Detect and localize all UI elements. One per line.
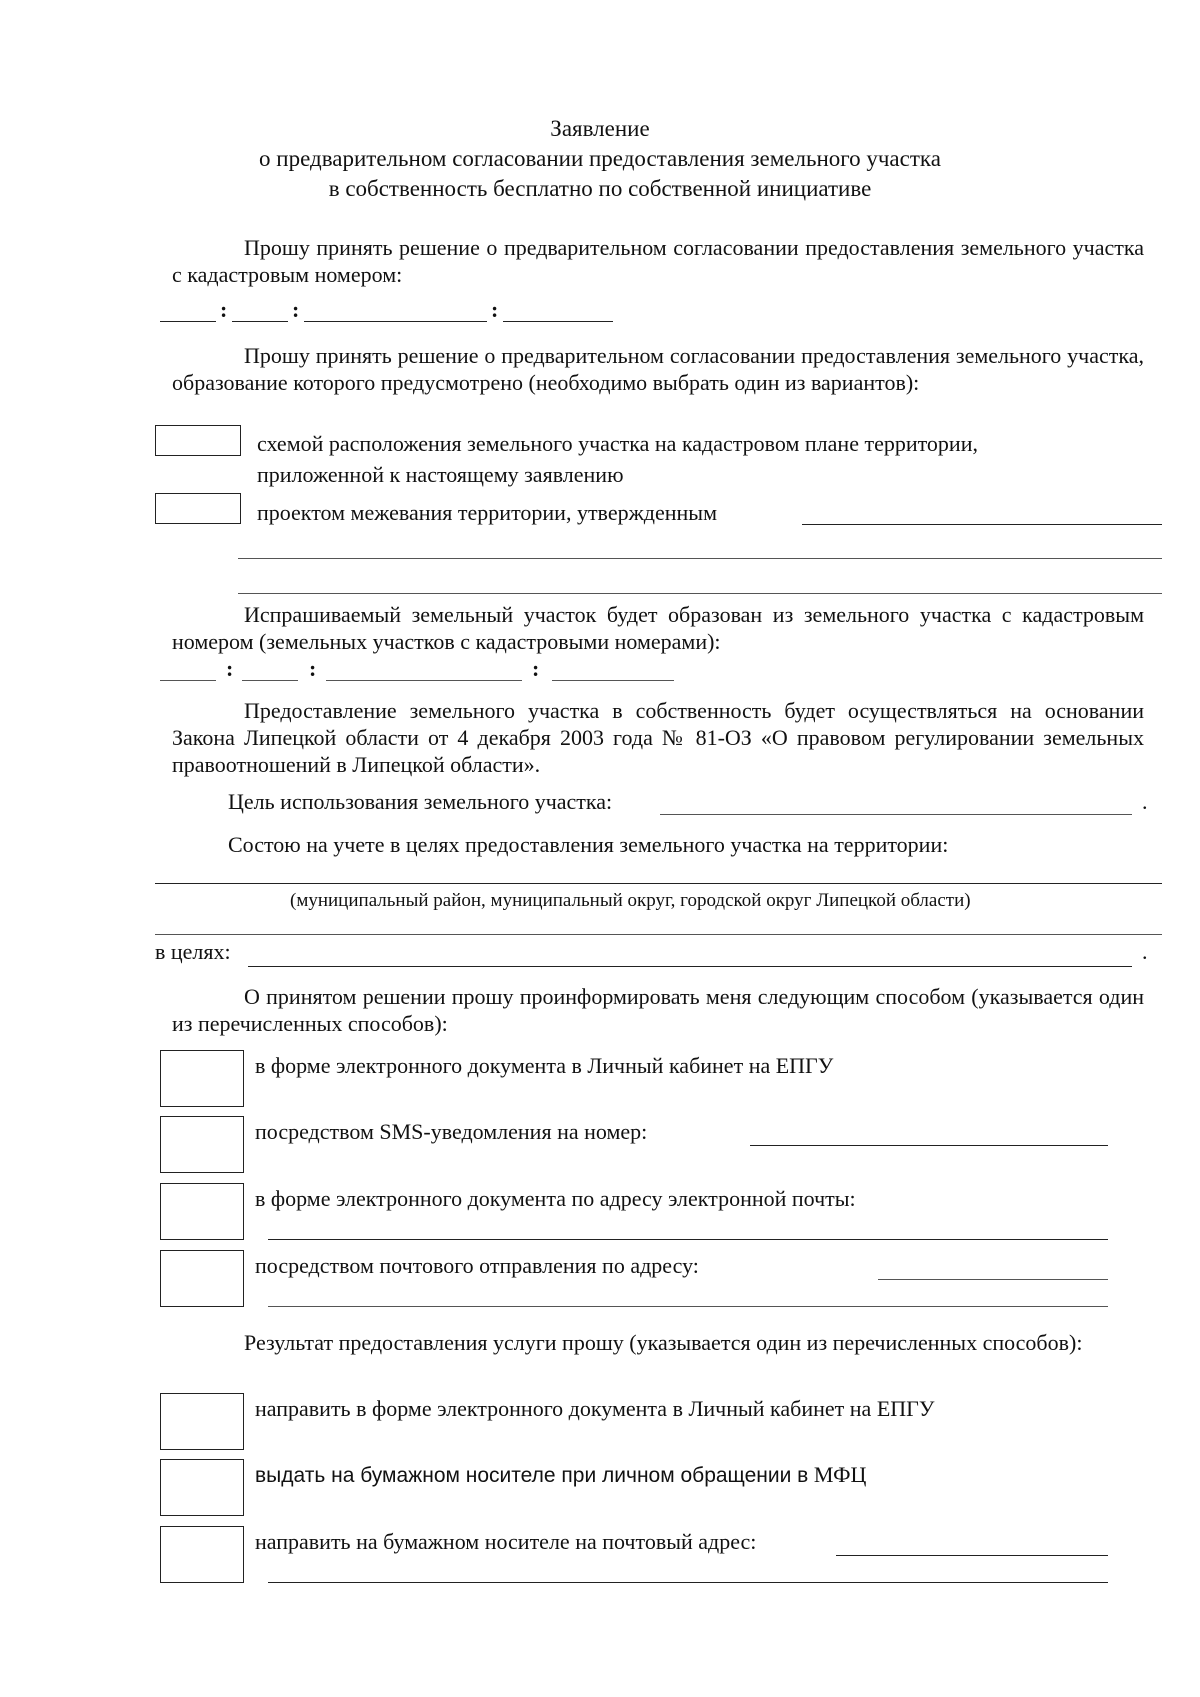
sms-phone-field[interactable] xyxy=(750,1145,1108,1146)
result-paragraph: Результат предоставления услуги прошу (указывается один из перечисленных способов): xyxy=(244,1330,1083,1355)
purpose-label: Цель использования земельного участка: xyxy=(228,789,613,814)
source-cadastral-part-2[interactable] xyxy=(242,680,298,681)
cadastral-part-3[interactable] xyxy=(304,321,487,322)
goal-period: . xyxy=(1142,939,1148,964)
result-epgu-label: направить в форме электронного документа в Личный кабинет на ЕПГУ xyxy=(255,1396,935,1421)
document-subtitle-line2: в собственность бесплатно по собственной инициативе xyxy=(328,176,872,201)
scheme-option-label-line1: схемой расположения земельного участка на кадастровом плане территории, xyxy=(257,431,978,456)
formation-request-paragraph: Прошу принять решение о предварительном согласовании предоставления земельного участка, образование которого предусмотрено (необходимо выбрать один из вариантов): xyxy=(172,343,1144,395)
scheme-option-label-line2: приложенной к настоящему заявлению xyxy=(257,462,624,487)
mfc-abbrev: МФЦ xyxy=(813,1462,867,1487)
project-details-line-1[interactable] xyxy=(238,558,1162,559)
document-title: Заявление xyxy=(550,116,650,141)
project-approval-field[interactable] xyxy=(802,524,1162,525)
result-post-label: направить на бумажном носителе на почтовый адрес: xyxy=(255,1529,757,1554)
separator: : xyxy=(226,656,234,681)
separator: : xyxy=(532,656,540,681)
notify-sms-label: посредством SMS-уведомления на номер: xyxy=(255,1119,648,1144)
separator: : xyxy=(220,297,228,322)
notify-email-label: в форме электронного документа по адресу электронной почты: xyxy=(255,1186,856,1211)
purpose-period: . xyxy=(1142,789,1148,814)
notify-post-label: посредством почтового отправления по адресу: xyxy=(255,1253,699,1278)
scheme-option-checkbox[interactable] xyxy=(155,425,241,456)
post-address-field[interactable] xyxy=(878,1279,1108,1280)
purpose-field[interactable] xyxy=(660,814,1132,815)
email-address-field[interactable] xyxy=(268,1239,1108,1240)
result-epgu-checkbox[interactable] xyxy=(160,1393,244,1450)
territory-field-extra[interactable] xyxy=(155,934,1162,935)
notify-epgu-label: в форме электронного документа в Личный кабинет на ЕПГУ xyxy=(255,1053,834,1078)
goal-label: в целях: xyxy=(155,939,231,964)
result-post-address-field-line2[interactable] xyxy=(268,1582,1108,1583)
legal-basis-paragraph: Предоставление земельного участка в собственность будет осуществляться на основании Закона Липецкой области от 4 декабря 2003 года № 81-ОЗ «О правовом регулировании земельных правоотношений в Липецкой области». xyxy=(172,698,1144,777)
territory-caption: (муниципальный район, муниципальный округ, городской округ Липецкой области) xyxy=(290,890,971,911)
result-post-checkbox[interactable] xyxy=(160,1526,244,1583)
post-address-field-line2[interactable] xyxy=(268,1306,1108,1307)
result-mfc-checkbox[interactable] xyxy=(160,1459,244,1516)
project-option-label: проектом межевания территории, утвержденным xyxy=(257,500,717,525)
document-subtitle-line1: о предварительном согласовании предоставления земельного участка xyxy=(259,146,941,171)
goal-field[interactable] xyxy=(248,966,1132,967)
result-mfc-label: выдать на бумажном носителе при личном обращении в МФЦ xyxy=(255,1462,867,1487)
cadastral-part-4[interactable] xyxy=(503,321,613,322)
notify-sms-checkbox[interactable] xyxy=(160,1116,244,1173)
separator: : xyxy=(309,656,317,681)
cadastral-part-1[interactable] xyxy=(160,321,216,322)
source-cadastral-part-3[interactable] xyxy=(326,680,522,681)
source-cadastral-part-1[interactable] xyxy=(160,680,216,681)
territory-field[interactable] xyxy=(155,883,1162,884)
notify-epgu-checkbox[interactable] xyxy=(160,1050,244,1107)
registration-label: Состою на учете в целях предоставления земельного участка на территории: xyxy=(228,832,949,857)
notify-email-checkbox[interactable] xyxy=(160,1183,244,1240)
cadastral-request-paragraph: Прошу принять решение о предварительном согласовании предоставления земельного участка с кадастровым номером: xyxy=(172,235,1144,287)
separator: : xyxy=(491,297,499,322)
project-option-checkbox[interactable] xyxy=(155,493,241,524)
source-cadastral-part-4[interactable] xyxy=(552,680,674,681)
notify-post-checkbox[interactable] xyxy=(160,1250,244,1307)
cadastral-part-2[interactable] xyxy=(232,321,288,322)
project-details-line-2[interactable] xyxy=(238,593,1162,594)
source-parcel-paragraph: Испрашиваемый земельный участок будет образован из земельного участка с кадастровым номером (земельных участков с кадастровыми номерами): xyxy=(172,602,1144,654)
notify-paragraph: О принятом решении прошу проинформировать меня следующим способом (указывается один из перечисленных способов): xyxy=(172,984,1144,1036)
result-post-address-field[interactable] xyxy=(836,1555,1108,1556)
separator: : xyxy=(292,297,300,322)
